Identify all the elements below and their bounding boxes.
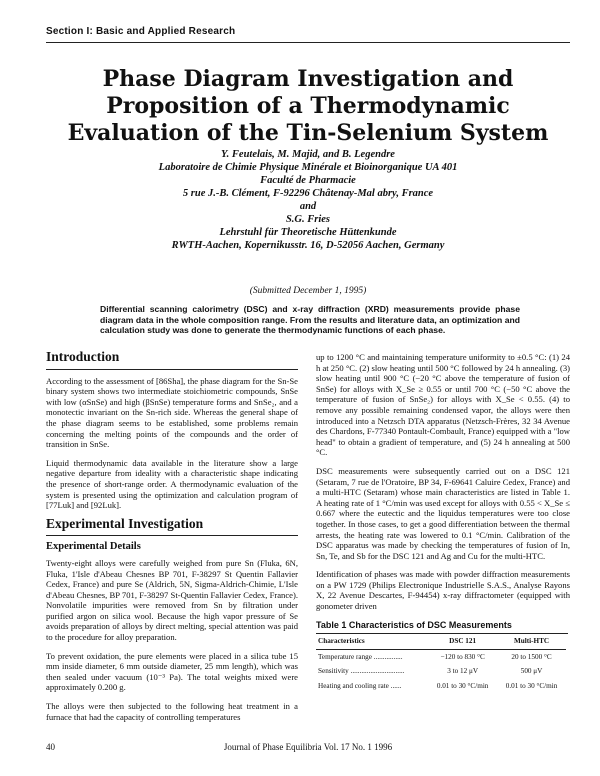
intro-rule xyxy=(46,369,298,370)
and-separator: and xyxy=(299,201,317,212)
article-title xyxy=(46,66,570,147)
section-label: Section I: Basic and Applied Research xyxy=(46,26,236,37)
table-1-title: Table 1 Characteristics of DSC Measurements xyxy=(316,619,512,630)
affiliation-1-line-1: Laboratoire de Chimie Physique Minérale et Bioinorganique UA 401 xyxy=(158,162,458,173)
heading-experimental-investigation: Experimental Investigation xyxy=(46,515,204,531)
table-cell: 0.01 to 30 °C/min xyxy=(505,682,558,691)
abstract: Differential scanning calorimetry (DSC) and x-ray diffraction (XRD) measurements provide phase diagram data in the whole composition range. From the results and literature data, an optimization and calculation study was done to generate the thermodynamic functions of each phase. xyxy=(100,304,520,335)
right-paragraph-3: Identification of phases was made with powder diffraction measurements on a PW 1729 (Philips Electronique Industrielle S.A.S., Analyse Rayons X, 22 Avenue Descartes, F-94454) x-ray diffractometer (equipped with gonometer driven xyxy=(316,569,570,612)
right-column xyxy=(316,352,570,694)
subheading-experimental-details: Experimental Details xyxy=(46,541,141,553)
experimental-paragraph-2: To prevent oxidation, the pure elements were placed in a silica tube 15 mm inside diameter, 6 mm outside diameter, 25 mm length), which was then sealed under vacuum (10⁻³ Pa). The total weights mixed were approximately 0.200 g. xyxy=(46,650,298,693)
right-paragraph-1: up to 1200 °C and maintaining temperature uniformity to ±0.5 °C: (1) 24 h at 250 °C. (2) slow heating until 500 °C followed by 24 h annealing. (3) slow heating until 900 °C (−20 °C above the temperature of fusion of SnSe) for alloys with X_Se ≥ 0.55 or until 700 °C (−50 °C above the temperature of fusion of SnSe₂) for alloys with X_Se < 0.55. (4) to remove any possible remaining condensed vapor, the alloys were then introduced into a Netzsch DTA apparatus (Netzsch-Frères, 32 34 Avenue des Chardons, F-77340 Pontault-Combault, France) equipped with a "low head" to obtain a gradient of temperature, and (5) 24 h annealing at 500 °C. xyxy=(316,352,570,458)
table-cell: 3 to 12 μV xyxy=(447,667,479,676)
table-cell: Heating and cooling rate ...... xyxy=(318,682,402,691)
journal-footer: Journal of Phase Equilibria Vol. 17 No. 1 1996 xyxy=(223,742,393,752)
table-row xyxy=(316,664,566,679)
table-cell: Sensitivity .............................. xyxy=(318,667,405,676)
affiliation-2-line-2: RWTH-Aachen, Kopernikusstr. 16, D-52056 Aachen, Germany xyxy=(171,240,445,251)
affiliation-2-line-1: Lehrstuhl für Theoretische Hüttenkunde xyxy=(219,227,397,238)
table-cell: −120 to 830 °C xyxy=(440,652,485,661)
experimental-paragraph-1: Twenty-eight alloys were carefully weighed from pure Sn (Fluka, 6N, Fluka, 1'Isle d'Abeau Chesnes BP 701, F-38297 St Quentin Fallavier Cedex, France) and pure Se (Aldrich, 5N, Sigma-Aldrich-Chimie, L'Isle d'Abeau Chesnes, BP 701, F-38297 St-Quentin Fallavier Cedex, France). Nonvolatile impurities were removed from Sn by filtration under purified argon on silica wool. Because the high vapor pressure of Se avoids preparation of alloys by direct melting, special attention was paid to the procedure for alloy preparation. xyxy=(46,557,298,643)
page-number: 40 xyxy=(46,742,55,752)
table-1 xyxy=(316,634,566,693)
table-header-cell: Multi-HTC xyxy=(497,634,566,649)
table-row xyxy=(316,679,566,694)
table-cell: Temperature range ................ xyxy=(318,652,403,661)
title-line-3: Evaluation of the Tin-Selenium System xyxy=(67,120,549,146)
table-row xyxy=(316,649,566,664)
experimental-paragraph-3: The alloys were then subjected to the following heat treatment in a furnace that had the capacity of controlling temperatures xyxy=(46,701,298,722)
affiliation-1-line-2: Faculté de Pharmacie xyxy=(260,175,356,186)
table-cell: 500 μV xyxy=(520,667,543,676)
intro-paragraph-2: Liquid thermodynamic data available in the literature show a large negative departure from ideality with a characteristic shape indicating the presence of short-range order. A thermodynamic evaluation of the system is presented using the optimization and calculation program of [77Luk] and [92Luk]. xyxy=(46,457,298,511)
left-column xyxy=(46,349,298,730)
authors-primary: Y. Feutelais, M. Majid, and B. Legendre xyxy=(221,149,395,160)
table-cell: 20 to 1500 °C xyxy=(511,652,552,661)
table-header-cell: DSC 121 xyxy=(428,634,497,649)
table-cell: 0.01 to 30 °C/min xyxy=(436,682,489,691)
authors-secondary: S.G. Fries xyxy=(285,214,331,225)
table-header-row xyxy=(316,634,566,649)
author-block xyxy=(46,148,570,252)
exp-rule xyxy=(46,535,298,536)
right-paragraph-2: DSC measurements were subsequently carried out on a DSC 121 (Setaram, 7 rue de l'Oratoire, BP 34, F-69641 Caluire Cedex, France) and a multi-HTC (Setaram) whose main characteristics are listed in Table 1. A heating rate of 1 °C/min was used except for alloys with 0.55 < X_Se ≤ 0.667 where the eutectic and the liquidus temperatures were too close together. In those cases, to get a good differentiation between the thermal arrests, the heating rate was lowered to 0.1 °C/min. Calibration of the DSC apparatus was made by checking the temperatures of fusion of In, Sn, Te, and Sb for the DSC 121 and Ag and Cu for the multi-HTC. xyxy=(316,465,570,561)
submitted-date: (Submitted December 1, 1995) xyxy=(249,286,367,296)
header-rule xyxy=(46,42,570,43)
affiliation-1-line-3: 5 rue J.-B. Clément, F-92296 Châtenay-Mal abry, France xyxy=(182,188,434,199)
table-header-cell: Characteristics xyxy=(316,634,428,649)
title-line-1: Phase Diagram Investigation and xyxy=(102,66,514,92)
title-line-2: Proposition of a Thermodynamic xyxy=(106,93,510,119)
intro-paragraph-1: According to the assessment of [86Sha], the phase diagram for the Sn-Se binary system shows two intermediate stoichiometric compounds, SnSe with low (αSnSe) and high (βSnSe) temperature forms and SnSe₂, and a monotectic invariant on the Sn-rich side. Whereas the general shape of the phase diagram seems to be established, some problems remain concerning the melting points of the compounds and the order of transition in SnSe. xyxy=(46,375,298,450)
heading-introduction: Introduction xyxy=(46,349,120,364)
